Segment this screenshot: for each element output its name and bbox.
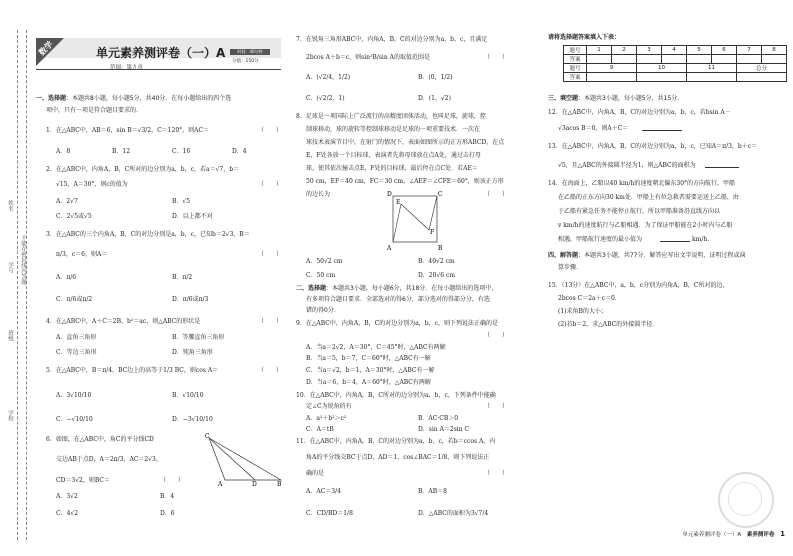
q1-option-a: A．8 [56, 148, 71, 155]
q8-line-3: 球技术表演节目中，在射门的情况下，表面如图所示的正方形ABCD，在点 [306, 139, 505, 146]
page-number: 1 [780, 530, 785, 538]
q10-option-b: B．AC·CB＞0 [418, 415, 459, 422]
q7-text-2: 2bcos A＋b＝c，则sin²B/sin A的取值范围是 [306, 54, 430, 61]
q1-option-d: D．4 [232, 148, 247, 155]
answer-cell[interactable] [737, 55, 762, 64]
q3-text-1: 3．在△ABC的三个内角A，B，C的对边分别是a，b，c，已知b＝2√3，B＝ [46, 231, 250, 238]
q8-line-4: E，F处各放一个目标球，表演者先将母球放在点A处，通过击打母 [306, 152, 481, 159]
header-rule [36, 69, 281, 70]
section2-desc-2: 有多项符合题目要求．全部选对的得6分，部分选对的得部分分，有选 [306, 296, 490, 303]
answer-cell[interactable] [587, 55, 612, 64]
q9-option-c: C．当a＝√2，b＝1，A＝30°时，△ABC有一解 [306, 367, 435, 374]
answer-table-row4-label: 答案 [564, 73, 587, 82]
total-score-cell[interactable] [737, 73, 787, 82]
answer-table-qnum: 2 [612, 46, 637, 55]
q8-line-2: 制球移动，球的旋转等控制球移动是足球的一项重要技术．一次在 [306, 126, 481, 133]
q7-option-a: A．(√2/4，1/2) [306, 74, 351, 81]
q1-paren: （ ） [258, 127, 283, 134]
time-badge: 时间：40分钟 [230, 49, 270, 55]
answer-cell[interactable] [712, 55, 737, 64]
answer-table-row2-label: 答案 [564, 55, 587, 64]
q6-option-a: A．3√2 [56, 493, 78, 500]
q8-option-c: C．50 cm [306, 272, 336, 279]
q11-option-d: D．△ABC的面积为3√7/4 [418, 510, 489, 517]
q8-fig-label-c: C [438, 191, 443, 198]
q11-text-3: 确的是 [306, 470, 325, 477]
q6-text-2: 交边AB于点D，A＝2π/3，AC＝2√3， [56, 456, 162, 463]
q5-paren: （ ） [258, 367, 283, 374]
q15-part-2: (2)若b＝2，求△ABC的外接圆半径． [558, 321, 659, 328]
footer-brand: 素养测评卷 [746, 532, 775, 538]
answer-table-qnum: 3 [637, 46, 662, 55]
q13-text-2: √5，且△ABC的外接圆半径为1，则△ABC的面积为 [558, 162, 696, 169]
section1-heading: 一、选择题：本题共8小题，每小题5分，共40分．在每小题给出的四个选 [36, 95, 232, 102]
q14-unit: km/h. [692, 236, 710, 243]
footer-label: 单元素养测评卷（一）A [682, 532, 742, 538]
q13-text-1: 13．在△ABC中，内角A，B，C的对边分别为a，b，c，已知A＝π/3，b＋c＝ [548, 143, 758, 150]
q9-text: 9．在△ABC中，内角A，B，C的对边分别为a，b，c，则下列说法正确的是 [296, 320, 498, 327]
q4-paren: （ ） [258, 318, 283, 325]
q6-triangle-figure [205, 432, 285, 487]
watermark-seal [718, 472, 774, 528]
score-label: 分值：150分 [232, 59, 259, 64]
q4-option-c: C．等边三角形 [56, 349, 97, 356]
q3-option-b: B．π/2 [172, 274, 193, 281]
q8-option-a: A．50√2 cm [306, 258, 343, 265]
binding-notice: 不能在密封线内答题 [20, 235, 26, 285]
answer-table-row3-label: 题号 [564, 64, 587, 73]
binding-class-label: 班级 [7, 330, 13, 341]
q14-line-5: 相遇，甲船航行速度的最小值为 [558, 236, 643, 243]
q8-option-b: B．40√2 cm [418, 258, 455, 265]
q6-fig-label-a: A [218, 481, 223, 487]
q3-option-c: C．π/6或π/2 [56, 296, 93, 303]
binding-line-inner [26, 30, 27, 540]
q9-option-a: A．当a＝2√2，A＝30°，C＝45°时，△ABC有两解 [306, 344, 446, 351]
q3-text-2: π/3，c＝6，则A＝ [56, 251, 108, 258]
answer-table-row1-label: 题号 [564, 46, 587, 55]
q10-paren: （ ） [484, 403, 509, 410]
answer-cell[interactable] [587, 73, 637, 82]
q8-fig-label-f: F [430, 229, 435, 236]
section3-heading: 三、填空题：本题共3小题，每小题5分，共15分． [548, 95, 684, 102]
q9-option-b: B．当a＝5，b＝7，C＝60°时，△ABC有一解 [306, 355, 431, 362]
q7-option-c: C．(√2/2，1) [306, 95, 345, 102]
answer-cell[interactable] [687, 73, 737, 82]
q10-text-1: 10．在△ABC中，内角A，B，C所对的边分别为a，b，c，下列条件中能确 [296, 392, 496, 399]
q11-text-2: 角A的平分线交BC于点D，AD＝1，cos∠BAC＝1/8，则下列说法正 [306, 454, 490, 461]
section2-desc-3: 错的得0分． [306, 307, 340, 314]
q1-text: 1．在△ABC中，AB＝6，sin B＝√3/2，C＝120°，则AC＝ [46, 127, 210, 134]
q5-option-a: A．3√10/10 [56, 392, 92, 399]
q6-fig-label-d: D [252, 481, 257, 487]
answer-table-qnum: 10 [637, 64, 687, 73]
q2-text-2: √15，A＝30°，则c的值为 [56, 181, 128, 188]
section2-heading: 二、选择题：本题共3小题，每小题6分，共18分．在每小题给出的选项中， [296, 285, 498, 292]
q2-option-d: D．以上都不对 [172, 213, 213, 220]
q4-option-d: D．钝角三角形 [172, 349, 213, 356]
answer-table-qnum: 4 [662, 46, 687, 55]
binding-number-label: 学号 [7, 262, 13, 273]
answer-table-qnum: 5 [687, 46, 712, 55]
q8-option-d: D．20√6 cm [418, 272, 456, 279]
page-title: 单元素养测评卷（一）A [96, 46, 226, 60]
q11-text-1: 11．在△ABC中，内角A，B，C的对边分别为a，b，c，若b＝ccos A，内 [296, 438, 496, 445]
q6-text-3: CD＝3√2，则BC＝ [56, 477, 110, 484]
q1-option-b: B．12 [112, 148, 131, 155]
q14-answer-blank[interactable] [660, 241, 690, 242]
binding-name-label: 姓名 [7, 200, 13, 211]
q2-option-a: A．2√7 [56, 198, 78, 205]
q7-option-b: B．(0，1/2) [418, 74, 453, 81]
q5-option-d: D．−3√10/10 [172, 416, 213, 423]
q13-answer-blank[interactable] [705, 167, 739, 168]
q10-option-a: A．a²＋b²＞c² [306, 415, 347, 422]
answer-table [563, 45, 787, 82]
q12-text-1: 12．在△ABC中，内角A，B，C的对边分别为a，b，c，若bsin A－ [548, 109, 731, 116]
q3-option-a: A．π/6 [56, 274, 77, 281]
q3-option-d: D．π/6或π/3 [172, 296, 209, 303]
q8-paren: （ ） [484, 191, 509, 198]
q14-line-2: 在乙船的正东方向30 km处．甲船上有位急救者需要运送上乙船，由 [558, 194, 739, 201]
q6-fig-label-c: C [205, 433, 210, 440]
answer-table-total-label: 总分 [737, 64, 787, 73]
q5-option-c: C．−√10/10 [56, 416, 93, 423]
q4-text: 4．在△ABC中，A＋C＝2B，b²＝ac，则△ABC的形状是 [46, 318, 201, 325]
q6-text-1: 6．如图，在△ABC中，角C的平分线CD [46, 436, 154, 443]
q8-line-1: 8．足球是一项国际上广泛流行的高精度团体活动，也叫足球，旋球，控 [296, 113, 486, 120]
answer-table-qnum: 11 [687, 64, 737, 73]
answer-cell[interactable] [637, 73, 687, 82]
answer-table-qnum: 1 [587, 46, 612, 55]
q6-option-b: B．4 [160, 493, 175, 500]
q8-line-7: 的边长为 [306, 191, 331, 198]
answer-cell[interactable] [637, 55, 662, 64]
q8-line-5: 球，使其依次撞击点E，F处的目标球，最后停在点C处．若AE＝ [306, 165, 478, 172]
q11-paren: （ ） [484, 470, 509, 477]
q9-option-d: D．当a＝6，b＝4，A＝60°时，△ABC有两解 [306, 379, 431, 386]
q4-option-b: B．等腰直角三角形 [172, 334, 225, 341]
q8-line-6: 50 cm，EF＝40 cm，FC＝30 cm，∠AEF＝∠CFE＝60°，则该正方形 [306, 178, 504, 185]
q3-paren: （ ） [258, 251, 283, 258]
q8-square-figure [385, 190, 445, 254]
q9-paren: （ ） [484, 332, 509, 339]
binding-school-label: 学校 [7, 410, 13, 421]
q6-fig-label-b: B [277, 481, 282, 487]
q8-fig-label-d: D [387, 191, 392, 198]
q10-text-2: 定∠C为锐角的有 [306, 403, 352, 410]
q14-line-1: 14．在海面上，乙船以40 km/h的速度朝北偏东30°的方向航行，甲船 [548, 180, 736, 187]
q8-fig-label-e: E [396, 199, 401, 206]
q10-option-c: C．A＝tB [306, 426, 334, 433]
q11-option-b: B．AB＝8 [418, 488, 447, 495]
section1-desc: 项中，只有一项是符合题目要求的． [46, 107, 143, 114]
q6-option-d: D．6 [160, 510, 175, 517]
q5-option-b: B．√10/10 [172, 392, 204, 399]
answer-cell[interactable] [612, 55, 637, 64]
q15-line-2: 2bcos C＝2a＋c＝0． [558, 295, 621, 302]
q14-line-4: v km/h的速度航行与乙船相遇．为了保证甲船能在2小时内与乙船 [558, 222, 733, 229]
answer-cell[interactable] [687, 55, 712, 64]
section4-heading: 四、解答题：本题共3小题，共77分．解答应写出文字说明、证明过程或演 [548, 252, 746, 259]
subject-label: 数学 [37, 39, 55, 58]
q15-part-1: (1)求角B的大小； [558, 308, 607, 315]
q2-text-1: 2．在△ABC中，内角A，B，C所对的边分别为a，b，c，若a＝√7，b＝ [46, 166, 240, 173]
q14-line-3: 于乙船有紧急任务不能停止航行，所以甲船准备沿直线方向以 [558, 208, 721, 215]
answer-cell[interactable] [762, 55, 787, 64]
q5-text: 5．在△ABC中，B＝π/4，BC边上的高等于1/3 BC，则cos A＝ [46, 367, 219, 374]
section4-desc-2: 算步骤． [558, 264, 583, 271]
answer-table-qnum: 6 [712, 46, 737, 55]
q8-fig-label-a: A [387, 245, 392, 252]
q2-paren: （ ） [258, 181, 283, 188]
q12-text-2: √3acos B＝0，则A＋C＝ [558, 125, 629, 132]
q11-option-c: C．CD/BD＝1/8 [306, 510, 353, 517]
answer-table-title: 请将选择题答案填入下表： [548, 34, 621, 41]
q6-paren: （ ） [160, 477, 185, 484]
q8-fig-label-b: B [438, 245, 443, 252]
q6-option-c: C．4√2 [56, 510, 79, 517]
q2-option-b: B．√5 [172, 198, 191, 205]
q4-option-a: A．直角三角形 [56, 334, 97, 341]
q7-text-1: 7．在锐角三角形ABC中，内角A，B，C的对边分别为a，b，c，且满足 [296, 36, 488, 43]
answer-table-qnum: 8 [762, 46, 787, 55]
page-footer [682, 530, 785, 538]
q11-option-a: A．AC＝3/4 [306, 488, 341, 495]
q7-option-d: D．(1，√2) [418, 95, 451, 102]
q10-option-d: D．sin A＝2sin C [418, 426, 470, 433]
q1-option-c: C．16 [172, 148, 191, 155]
q2-option-c: C．2√5或√5 [56, 213, 92, 220]
q12-answer-blank[interactable] [642, 130, 682, 131]
answer-cell[interactable] [662, 55, 687, 64]
q15-line-1: 15．（13分）在△ABC中，a，b，c分别为内角A，B，C所对的边， [548, 282, 729, 289]
q7-paren: （ ） [484, 54, 509, 61]
answer-table-qnum: 7 [737, 46, 762, 55]
range-label: 范围：第九章 [110, 65, 144, 71]
binding-line-outer [17, 30, 18, 540]
answer-table-qnum: 9 [587, 64, 637, 73]
